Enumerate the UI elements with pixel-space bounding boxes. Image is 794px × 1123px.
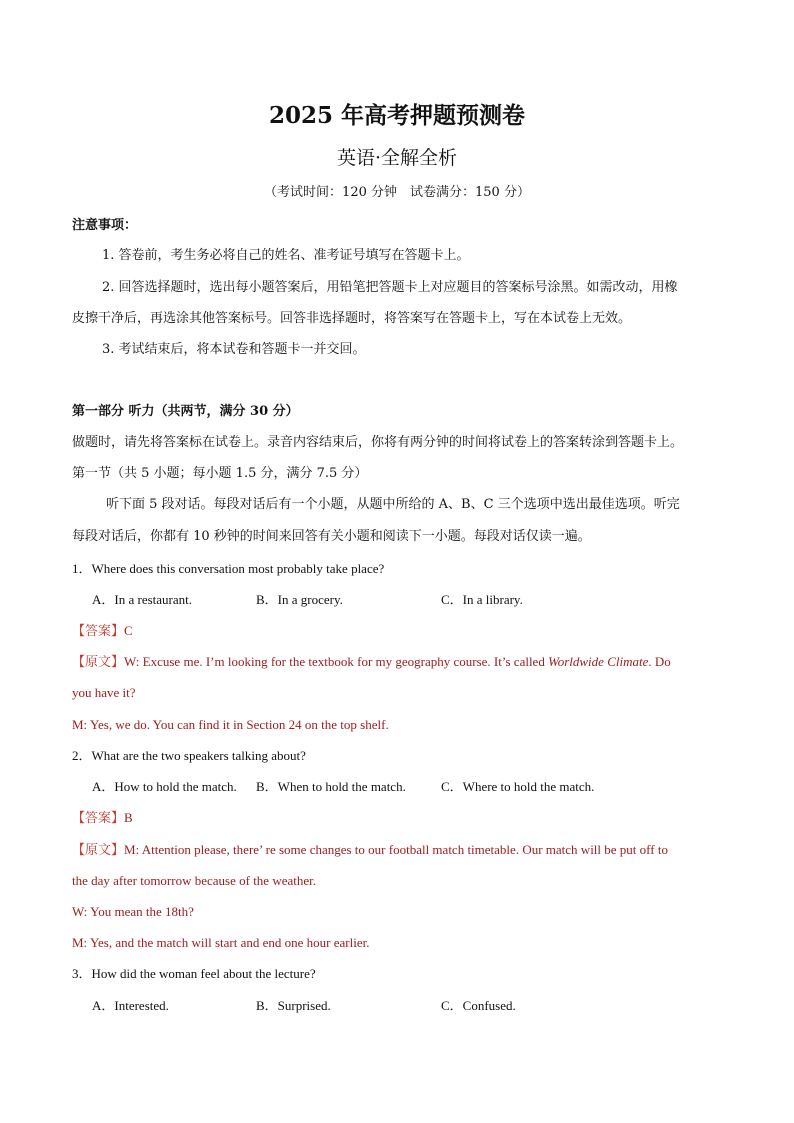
- question-2-option-c: C．Where to hold the match.: [441, 779, 595, 794]
- question-1-transcript-line-2: you have it?: [72, 685, 136, 700]
- notice-item-1: 1. 答卷前，考生务必将自己的姓名、准考证号填写在答题卡上。: [102, 248, 470, 263]
- question-1-stem: 1．Where does this conversation most probably take place?: [72, 561, 385, 576]
- page-title: 2025 年高考押题预测卷: [268, 102, 526, 129]
- part1-instruction: 做题时，请先将答案标在试卷上。录音内容结束后，你将有两分钟的时间将试卷上的答案转涂到答题卡上。: [72, 435, 684, 450]
- book-title: Worldwide Climate: [548, 654, 649, 669]
- question-3-option-b: B．Surprised.: [256, 998, 331, 1013]
- answer-label: 【答案】: [72, 810, 125, 825]
- directions-line-2: 每段对话后，你都有 10 秒钟的时间来回答有关小题和阅读下一小题。每段对话仅读一遍。: [72, 529, 591, 544]
- transcript-text: . Do: [648, 654, 671, 669]
- question-2-transcript-line-3: W: You mean the 18th?: [72, 904, 194, 919]
- exam-info: （考试时间：120 分钟 试卷满分：150 分）: [264, 185, 530, 200]
- question-2-transcript-line-2: the day after tomorrow because of the weather.: [72, 873, 317, 888]
- question-3-stem: 3．How did the woman feel about the lecture?: [72, 966, 316, 981]
- question-2-answer: [72, 809, 722, 827]
- question-3-option-c: C．Confused.: [441, 998, 516, 1013]
- page-subtitle: 英语·全解全析: [336, 147, 458, 169]
- answer-value: C: [124, 623, 133, 638]
- notice-item-3: 3. 考试结束后，将本试卷和答题卡一并交回。: [102, 342, 366, 357]
- question-2-transcript-line-1: [72, 841, 722, 859]
- answer-value: B: [124, 810, 133, 825]
- question-1-transcript-line-3: M: Yes, we do. You can find it in Section 24 on the top shelf.: [72, 717, 389, 732]
- question-2-stem: 2．What are the two speakers talking about?: [72, 748, 306, 763]
- notice-heading: 注意事项：: [72, 218, 138, 233]
- question-1-answer: [72, 622, 722, 640]
- question-1-option-c: C．In a library.: [441, 592, 523, 607]
- section1-heading: 第一节（共 5 小题；每小题 1.5 分，满分 7.5 分）: [72, 466, 368, 481]
- notice-item-2-line-2: 皮擦干净后，再选涂其他答案标号。回答非选择题时，将答案写在答题卡上，写在本试卷上无效。: [72, 311, 632, 326]
- part1-heading: 第一部分 听力（共两节，满分 30 分）: [72, 404, 299, 419]
- transcript-text: M: Attention please, there’ re some changes to our football match timetable. Our match will be put off to: [124, 842, 668, 857]
- question-2-option-a: A．How to hold the match.: [92, 779, 237, 794]
- question-1-option-a: A．In a restaurant.: [92, 592, 192, 607]
- transcript-label: 【原文】: [72, 654, 125, 669]
- question-1-transcript-line-1: [72, 653, 722, 671]
- question-2-transcript-line-4: M: Yes, and the match will start and end one hour earlier.: [72, 935, 370, 950]
- transcript-label: 【原文】: [72, 842, 125, 857]
- directions-line-1: 听下面 5 段对话。每段对话后有一个小题，从题中所给的 A、B、C 三个选项中选出最佳选项。听完: [106, 497, 680, 512]
- question-2-option-b: B．When to hold the match.: [256, 779, 406, 794]
- transcript-text: W: Excuse me. I’m looking for the textbook for my geography course. It’s called: [124, 654, 549, 669]
- question-3-option-a: A．Interested.: [92, 998, 169, 1013]
- answer-label: 【答案】: [72, 623, 125, 638]
- notice-item-2-line-1: 2. 回答选择题时，选出每小题答案后，用铅笔把答题卡上对应题目的答案标号涂黑。如需改动，用橡: [102, 280, 678, 295]
- question-1-option-b: B．In a grocery.: [256, 592, 343, 607]
